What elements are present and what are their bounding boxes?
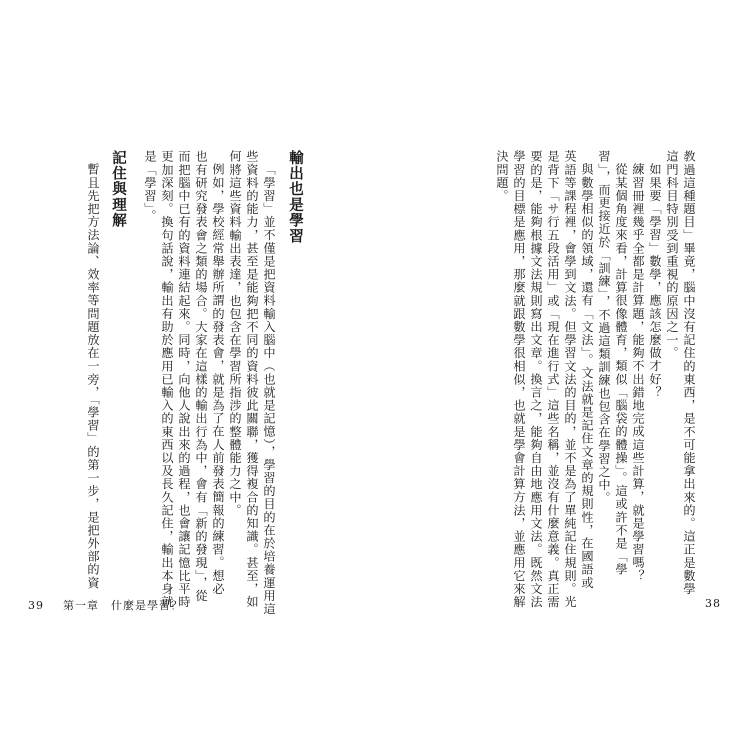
text-column: 學習的目標是應用，那麼就跟數學很相似，也就是學會計算方法，並應用它來解 xyxy=(512,150,526,609)
page-number: 39 xyxy=(28,599,44,612)
text-column: 練習冊裡幾乎全都是計算題，能夠不出錯地完成這些計算，就是學習嗎？ xyxy=(631,163,645,583)
text-column: 「學習」並不僅是把資料輸入腦中（也就是記憶），學習的目的在於培養運用這 xyxy=(262,163,276,616)
text-column: 是「學習」。 xyxy=(143,150,157,223)
section-heading: 記住與理解 xyxy=(110,150,126,229)
text-column: 要的是，能夠根據文法規則寫出文章。換言之，能夠自由地應用文法。既然文法 xyxy=(529,150,543,609)
text-column: 習」，而更接近於「訓練」，不過這類訓練也包含在學習之中。 xyxy=(597,150,611,505)
text-column: 這門科目特別受到重視的原因之一。 xyxy=(665,150,679,360)
text-column: 是背下「サ行五段活用」或「現在進行式」這些名稱，並沒有什麼意義。真正需 xyxy=(546,150,560,609)
text-column: 與數學相似的領域，還有「文法」。文法就是記住文章的規則性，在國語或 xyxy=(580,163,594,590)
text-column: 而把腦中已有的資料連結起來。同時，向他人說出來的過程，也會讓記憶比平時 xyxy=(177,150,191,609)
text-column: 何將這些資料輸出表達，也包含在學習所指涉的整體能力之中。 xyxy=(228,150,242,517)
text-column: 從某個角度來看，計算很像體育，類似「腦袋的體操」。這或許不是「學 xyxy=(614,163,628,577)
text-column: 更加深刻。換句話說，輸出有助於應用已輸入的東西以及長久記住，輸出本身就 xyxy=(160,150,174,609)
running-head: 第一章 什麼是學習？ xyxy=(63,599,183,612)
text-column: 些資料的能力，甚至是能夠把不同的資料彼此關聯，獲得複合的知識。甚至，如 xyxy=(245,150,259,609)
page-footer xyxy=(28,597,183,613)
text-column: 英語等課程裡，會學到文法。但學習文法的目的，並不是為了單純記住規則。光 xyxy=(563,150,577,609)
section-heading: 輸出也是學習 xyxy=(287,150,303,245)
text-column: 決問題。 xyxy=(495,150,509,203)
text-column: 暫且先把方法論、效率等問題放在一旁，「學習」的第一步，是把外部的資 xyxy=(86,163,100,590)
page-number: 38 xyxy=(705,597,721,610)
text-column: 例如，學校經常舉辦所謂的發表會，就是為了在人前發表簡報的練習。想必 xyxy=(211,163,225,596)
text-column: 也有研究發表會之類的場合。大家在這樣的輸出行為中，會有「新的發現」，從 xyxy=(194,150,208,603)
text-column: 如果要「學習」數學，應該怎麼做才好？ xyxy=(648,163,662,399)
right-page xyxy=(375,0,750,750)
text-column: 教過這種題目」畢竟，腦中沒有記住的東西，是不可能拿出來的。這正是數學 xyxy=(682,150,696,596)
